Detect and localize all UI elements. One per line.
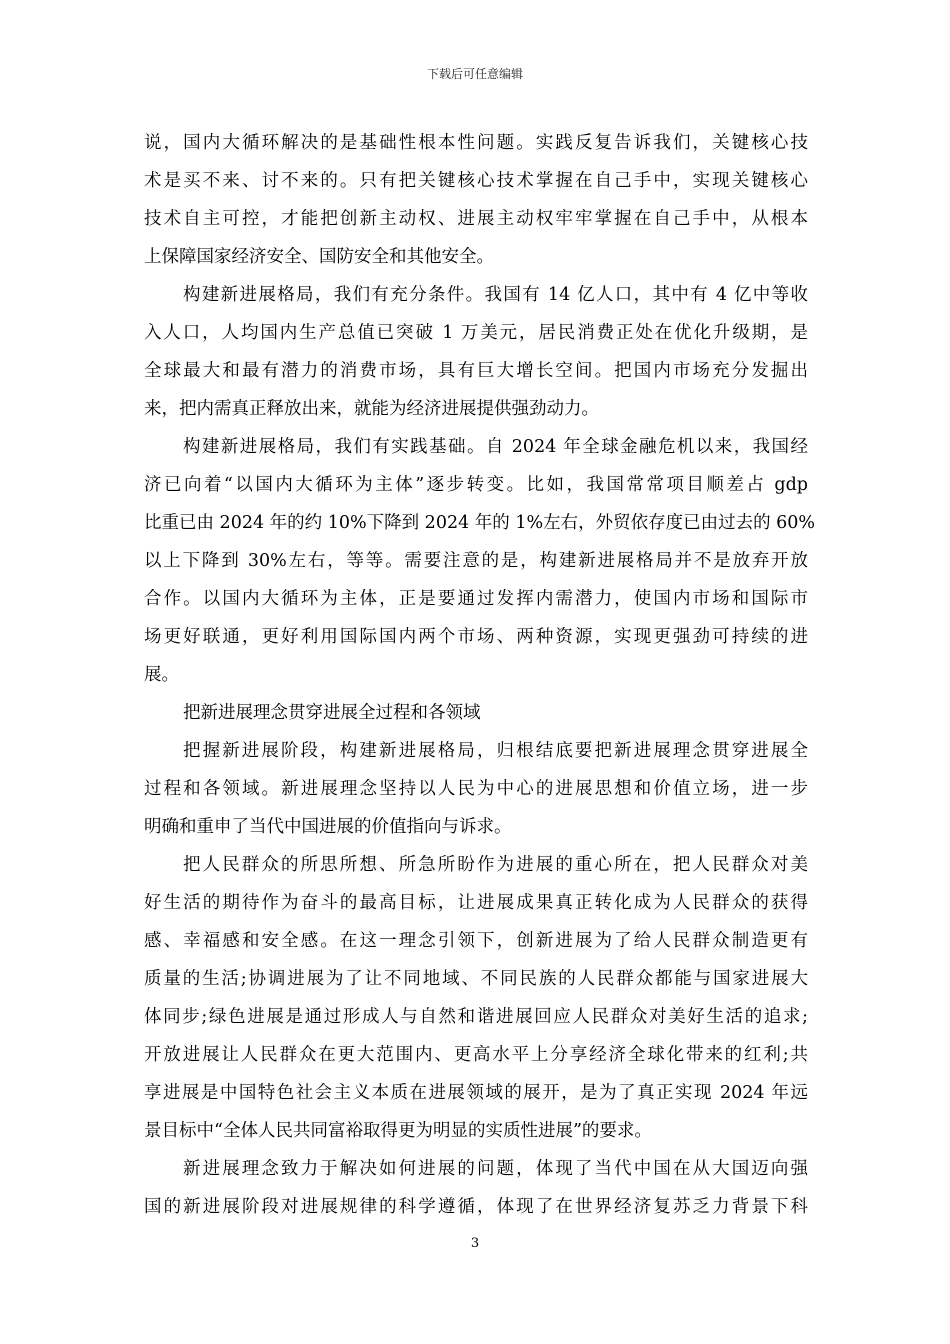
text-line: 好生活的期待作为奋斗的最高目标，让进展成果真正转化成为人民群众的获得 bbox=[144, 893, 808, 913]
page-header: 下载后可任意编辑 bbox=[426, 67, 523, 81]
text-line: 以上下降到 30%左右，等等。需要注意的是，构建新进展格局并不是放弃开放 bbox=[144, 551, 808, 571]
text-line: 全球最大和最有潜力的消费市场，具有巨大增长空间。把国内市场充分发掘出 bbox=[144, 361, 808, 381]
text-line: 术是买不来、讨不来的。只有把关键核心技术掌握在自己手中，实现关键核心 bbox=[144, 171, 808, 191]
document-body bbox=[144, 124, 816, 1226]
text-line: 济已向着“以国内大循环为主体”逐步转变。比如，我国常常项目顺差占 gdp bbox=[144, 475, 808, 495]
text-line: 入人口，人均国内生产总值已突破 1 万美元，居民消费正处在优化升级期，是 bbox=[144, 323, 808, 343]
text-line: 上保障国家经济安全、国防安全和其他安全。 bbox=[144, 247, 494, 267]
text-line: 场更好联通，更好利用国际国内两个市场、两种资源，实现更强劲可持续的进 bbox=[144, 627, 808, 647]
text-line: 质量的生活;协调进展为了让不同地域、不同民族的人民群众都能与国家进展大 bbox=[144, 969, 808, 989]
text-line: 把握新进展阶段，构建新进展格局，归根结底要把新进展理念贯穿进展全 bbox=[183, 741, 808, 761]
text-line: 感、幸福感和安全感。在这一理念引领下，创新进展为了给人民群众制造更有 bbox=[144, 931, 808, 951]
page-number: 3 bbox=[470, 1236, 480, 1251]
text-line: 比重已由 2024 年的约 10%下降到 2024 年的 1%左右，外贸依存度已由过去的 60% bbox=[144, 513, 816, 533]
text-line: 合作。以国内大循环为主体，正是要通过发挥内需潜力，使国内市场和国际市 bbox=[144, 589, 808, 609]
text-line: 新进展理念致力于解决如何进展的问题，体现了当代中国在从大国迈向强 bbox=[183, 1159, 808, 1179]
text-line: 明确和重申了当代中国进展的价值指向与诉求。 bbox=[144, 817, 512, 837]
text-line: 开放进展让人民群众在更大范围内、更高水平上分享经济全球化带来的红利;共 bbox=[144, 1045, 808, 1065]
text-line: 技术自主可控，才能把创新主动权、进展主动权牢牢掌握在自己手中，从根本 bbox=[144, 209, 808, 229]
text-line: 把人民群众的所思所想、所急所盼作为进展的重心所在，把人民群众对美 bbox=[183, 855, 808, 875]
text-line: 构建新进展格局，我们有充分条件。我国有 14 亿人口，其中有 4 亿中等收 bbox=[183, 285, 808, 305]
text-line: 过程和各领域。新进展理念坚持以人民为中心的进展思想和价值立场，进一步 bbox=[144, 779, 808, 799]
text-line: 说，国内大循环解决的是基础性根本性问题。实践反复告诉我们，关键核心技 bbox=[144, 133, 808, 153]
section-heading: 把新进展理念贯穿进展全过程和各领域 bbox=[183, 703, 481, 723]
text-line: 来，把内需真正释放出来，就能为经济进展提供强劲动力。 bbox=[144, 399, 599, 419]
text-line: 景目标中“全体人民共同富裕取得更为明显的实质性进展”的要求。 bbox=[144, 1121, 652, 1141]
text-line: 体同步;绿色进展是通过形成人与自然和谐进展回应人民群众对美好生活的追求; bbox=[144, 1007, 808, 1027]
text-line: 构建新进展格局，我们有实践基础。自 2024 年全球金融危机以来，我国经 bbox=[183, 437, 808, 457]
text-line: 享进展是中国特色社会主义本质在进展领域的展开，是为了真正实现 2024 年远 bbox=[144, 1083, 808, 1103]
text-line: 国的新进展阶段对进展规律的科学遵循，体现了在世界经济复苏乏力背景下科 bbox=[144, 1197, 808, 1217]
text-line: 展。 bbox=[144, 665, 179, 685]
